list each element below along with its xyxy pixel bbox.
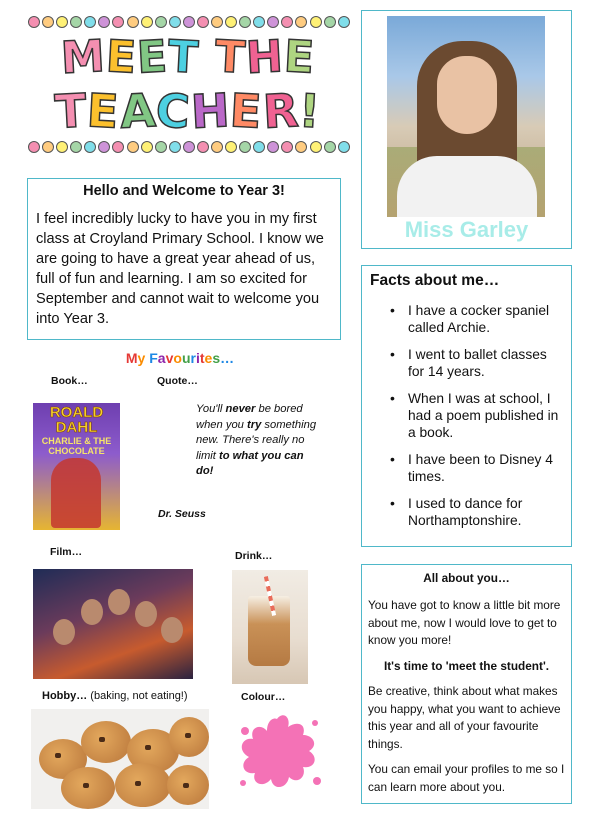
quote-label: Quote… bbox=[157, 375, 198, 387]
title-dot bbox=[239, 16, 251, 28]
about-you-heading: All about you… bbox=[423, 571, 510, 585]
title-dot bbox=[338, 141, 350, 153]
title-dot bbox=[169, 16, 181, 28]
film-label: Film… bbox=[50, 546, 83, 558]
about-you-text: You have got to know a little bit more about me, now I would love to get to know you more! bbox=[368, 598, 561, 647]
title-dot bbox=[310, 16, 322, 28]
title-dot bbox=[70, 16, 82, 28]
title-dot bbox=[253, 141, 265, 153]
title-dot bbox=[197, 141, 209, 153]
page-title-line2: TEACHER! bbox=[53, 83, 323, 139]
colour-label: Colour… bbox=[241, 691, 286, 703]
title-dot bbox=[295, 16, 307, 28]
fact-item: • I used to dance for Northamptonshire. bbox=[370, 495, 563, 529]
favourite-quote: You'll never be bored when you try something new. There's really no limit to what you can do! bbox=[196, 403, 317, 477]
title-dot bbox=[70, 141, 82, 153]
title-dot bbox=[310, 141, 322, 153]
facts-box bbox=[361, 265, 572, 547]
teacher-photo bbox=[387, 16, 545, 217]
title-dot bbox=[127, 16, 139, 28]
cookies-image bbox=[31, 709, 209, 809]
title-dot bbox=[84, 141, 96, 153]
about-you-text: Be creative, think about what makes you happy, what you want to achieve this year and all of your favourite things. bbox=[368, 684, 561, 751]
title-dot bbox=[324, 141, 336, 153]
title-dot bbox=[295, 141, 307, 153]
title-dot bbox=[197, 16, 209, 28]
hobby-label: Hobby… (baking, not eating!) bbox=[42, 690, 188, 702]
title-dot bbox=[28, 16, 40, 28]
quote-author: Dr. Seuss bbox=[158, 508, 206, 520]
title-dot bbox=[155, 16, 167, 28]
title-dot bbox=[183, 141, 195, 153]
title-dot bbox=[141, 141, 153, 153]
title-dot bbox=[112, 141, 124, 153]
about-you-text: You can email your profiles to me so I can learn more about you. bbox=[368, 762, 565, 794]
title-dot bbox=[112, 16, 124, 28]
title-dot bbox=[267, 141, 279, 153]
facts-list bbox=[370, 302, 563, 529]
title-dot bbox=[267, 16, 279, 28]
title-dot bbox=[28, 141, 40, 153]
title-dot bbox=[239, 141, 251, 153]
teacher-photo-box bbox=[361, 10, 572, 249]
drink-image bbox=[232, 570, 308, 684]
title-dot bbox=[253, 16, 265, 28]
fact-item: • I have been to Disney 4 times. bbox=[370, 451, 563, 485]
teacher-name: Miss Garley bbox=[404, 217, 529, 242]
title-dot bbox=[84, 16, 96, 28]
title-dot bbox=[169, 141, 181, 153]
title-dot bbox=[211, 141, 223, 153]
title-dot bbox=[98, 16, 110, 28]
title-dot bbox=[324, 16, 336, 28]
title-dot bbox=[338, 16, 350, 28]
title-dot bbox=[183, 16, 195, 28]
hobby-note: (baking, not eating!) bbox=[90, 690, 188, 702]
title-dot bbox=[225, 16, 237, 28]
title-dots-top bbox=[28, 16, 350, 30]
title-dot bbox=[127, 141, 139, 153]
title-dot bbox=[225, 141, 237, 153]
title-dot bbox=[155, 141, 167, 153]
fact-item: • I have a cocker spaniel called Archie. bbox=[370, 302, 563, 336]
favourites-title: My Favourites… bbox=[125, 350, 235, 366]
title-dot bbox=[281, 16, 293, 28]
book-cover-author: ROALD DAHL bbox=[49, 404, 104, 436]
book-cover-title: CHARLIE & THE CHOCOLATE bbox=[41, 436, 112, 456]
title-dot bbox=[42, 141, 54, 153]
welcome-heading: Hello and Welcome to Year 3! bbox=[83, 183, 285, 199]
page-title-line1: MEET THE bbox=[59, 30, 317, 85]
welcome-body: I feel incredibly lucky to have you in my first class at Croyland Primary School. I know we are going to have a great year ahead of us, full of fun and learning. I am so excited for September and cannot wait to welcome you into Year 3. bbox=[36, 211, 324, 327]
title-dot bbox=[56, 16, 68, 28]
about-you-callout: It's time to 'meet the student'. bbox=[383, 658, 550, 673]
fact-item: • When I was at school, I had a poem published in a book. bbox=[370, 390, 563, 441]
fact-item: • I went to ballet classes for 14 years. bbox=[370, 346, 563, 380]
facts-heading: Facts about me… bbox=[370, 272, 500, 289]
about-you-box bbox=[361, 564, 572, 804]
film-poster-image bbox=[33, 569, 193, 679]
title-dot bbox=[98, 141, 110, 153]
pink-splat-icon bbox=[233, 709, 323, 794]
book-cover-image bbox=[33, 403, 120, 530]
title-dot bbox=[211, 16, 223, 28]
title-dots-bottom bbox=[28, 141, 350, 155]
book-label: Book… bbox=[51, 375, 88, 387]
title-dot bbox=[56, 141, 68, 153]
welcome-box bbox=[27, 178, 341, 340]
drink-label: Drink… bbox=[235, 550, 273, 562]
title-dot bbox=[42, 16, 54, 28]
title-dot bbox=[281, 141, 293, 153]
title-dot bbox=[141, 16, 153, 28]
